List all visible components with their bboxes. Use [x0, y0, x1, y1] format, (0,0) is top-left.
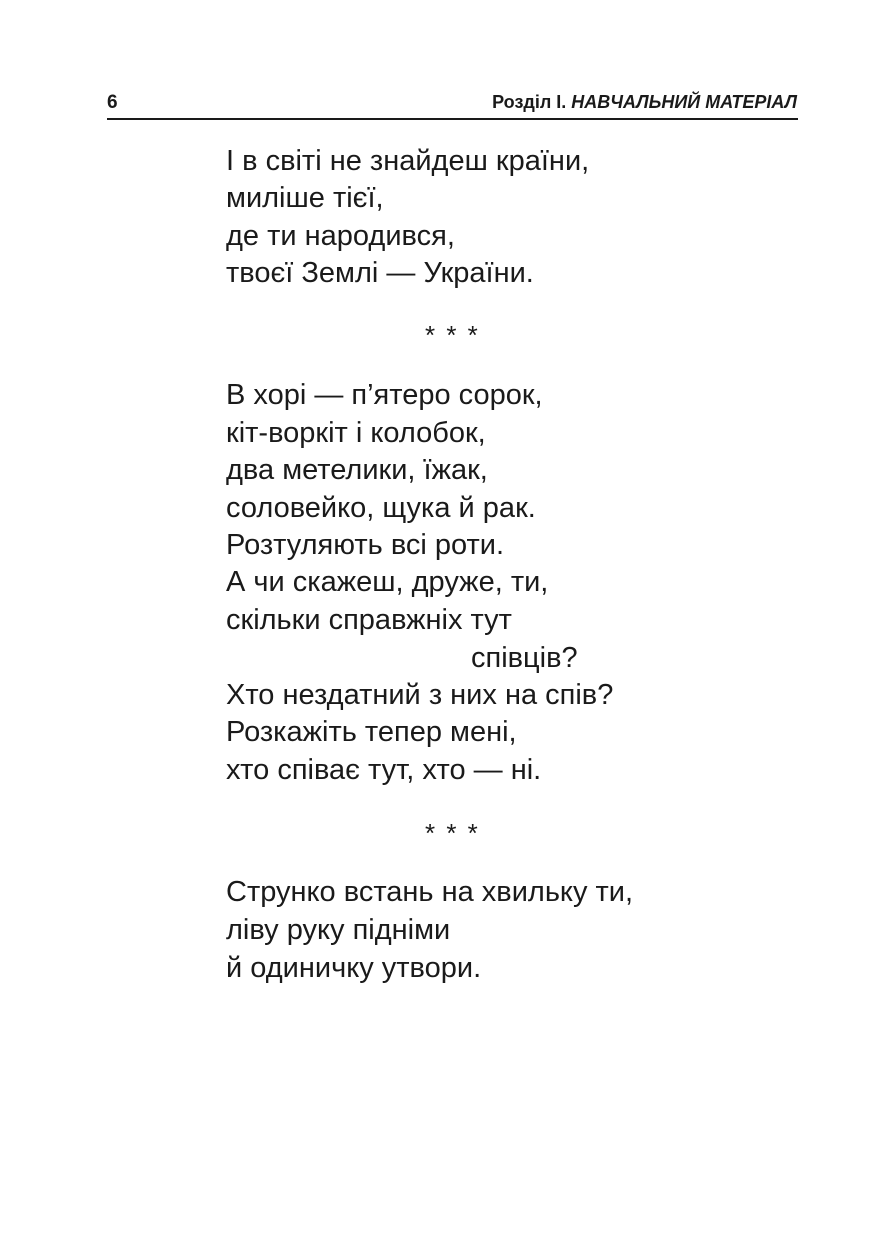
poem1-line: миліше тієї, — [226, 182, 384, 214]
poem1-line: твоєї Землі — України. — [226, 257, 534, 289]
poem1-line: І в світі не знайдеш країни, — [226, 145, 590, 177]
poem3-line: Струнко встань на хвильку ти, — [226, 876, 634, 908]
poem3-line: ліву руку підніми — [226, 914, 451, 946]
poem1-line: де ти народився, — [226, 220, 455, 252]
poem2-line: Хто нездатний з них на спів? — [226, 679, 614, 711]
poem2-line: два метелики, їжак, — [226, 454, 488, 486]
page-number: 6 — [107, 92, 118, 113]
section-heading — [492, 92, 797, 113]
section-separator: * * * — [425, 818, 480, 848]
poem2-line: В хорі — п’ятеро сорок, — [226, 379, 543, 411]
poem2-line: соловейко, щука й рак. — [226, 492, 536, 524]
header-rule — [107, 118, 798, 120]
poem2-line: А чи скажеш, друже, ти, — [226, 566, 549, 598]
poem2-line: Розтуляють всі роти. — [226, 529, 505, 561]
poem2-line: Розкажіть тепер мені, — [226, 716, 517, 748]
running-header — [107, 90, 797, 118]
poem2-line: скільки справжніх тут — [226, 604, 512, 636]
section-prefix: Розділ I. — [492, 92, 572, 112]
poem2-line: кіт-воркіт і колобок, — [226, 417, 486, 449]
poem2-line-indented: співців? — [471, 642, 578, 674]
poem2-line: хто співає тут, хто — ні. — [226, 754, 542, 786]
poem3-line: й одиничку утвори. — [226, 952, 482, 984]
section-separator: * * * — [425, 320, 480, 350]
section-title: НАВЧАЛЬНИЙ МАТЕРІАЛ — [571, 92, 797, 112]
